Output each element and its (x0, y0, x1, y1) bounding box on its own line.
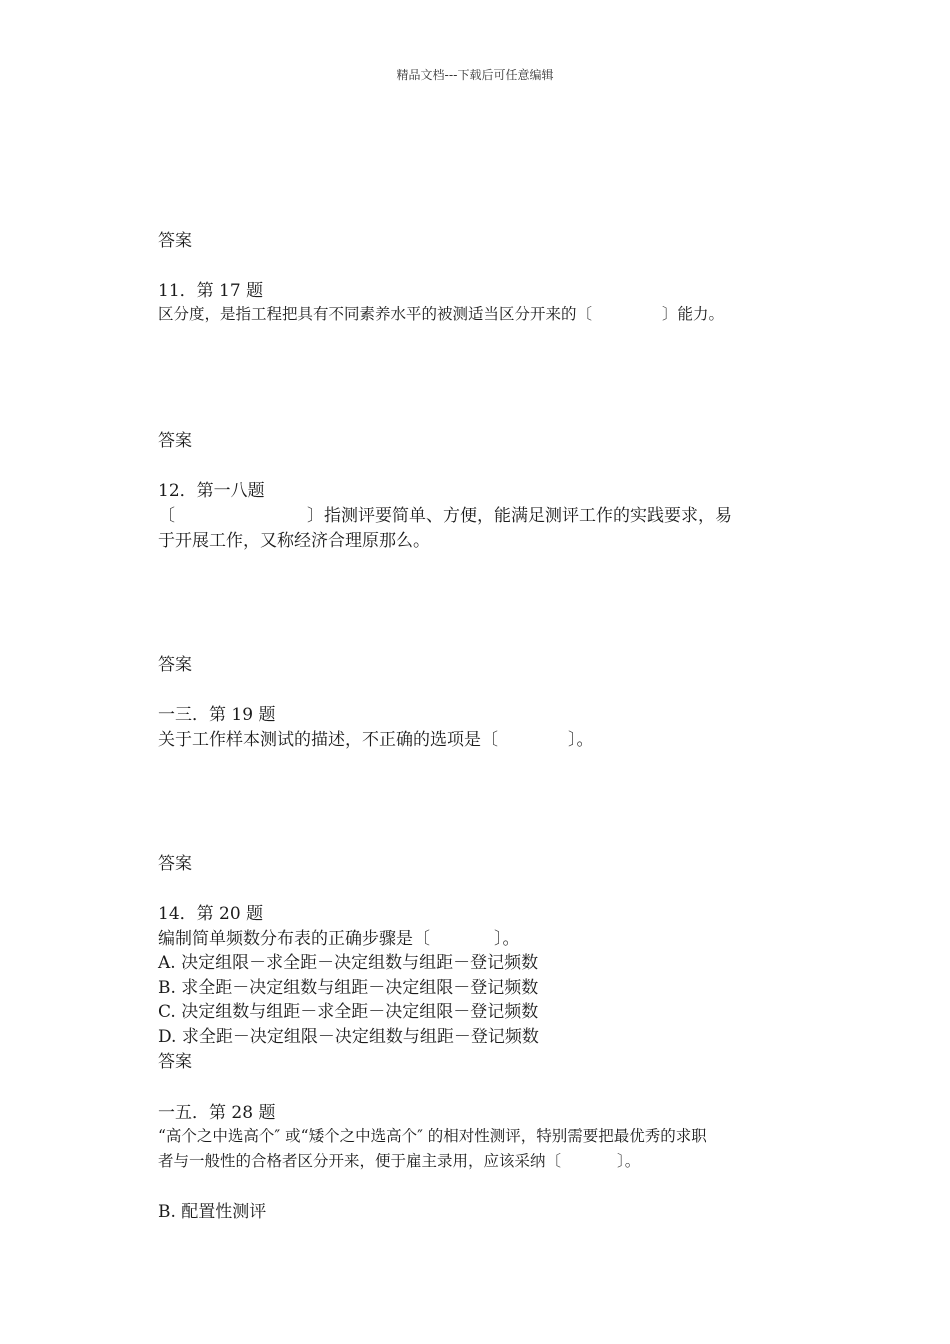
question-15-number: 一五．第 28 题 (158, 1103, 276, 1123)
question-14-option-c: C. 决定组数与组距－求全距－决定组限－登记频数 (158, 1002, 539, 1022)
question-12-text-line1: 〔 〕指测评要简单、方便，能满足测评工作的实践要求，易 (158, 506, 732, 526)
question-14-option-a: A. 决定组限－求全距－决定组数与组距－登记频数 (158, 953, 539, 973)
question-14-option-d: D. 求全距－决定组限－决定组数与组距－登记频数 (158, 1027, 539, 1047)
answer-label: 答案 (158, 655, 192, 675)
page-header: 精品文档---下载后可任意编辑 (396, 68, 554, 82)
question-11-number: 11．第 17 题 (158, 281, 264, 301)
answer-label: 答案 (158, 431, 192, 451)
question-15-text-line1: “高个之中选高个″ 或“矮个之中选高个″ 的相对性测评，特别需要把最优秀的求职 (158, 1127, 707, 1145)
answer-label: 答案 (158, 1052, 192, 1072)
question-13-number: 一三．第 19 题 (158, 705, 276, 725)
question-14-option-b: B. 求全距－决定组数与组距－决定组限－登记频数 (158, 978, 539, 998)
question-12-text-line2: 于开展工作，又称经济合理原那么。 (158, 531, 430, 551)
answer-label: 答案 (158, 854, 192, 874)
question-14-text: 编制简单频数分布表的正确步骤是〔 〕。 (158, 929, 520, 949)
question-14-number: 14．第 20 题 (158, 904, 264, 924)
question-11-text: 区分度，是指工程把具有不同素养水平的被测适当区分开来的〔 〕能力。 (158, 305, 725, 323)
question-15-text-line2: 者与一般性的合格者区分开来，便于雇主录用，应该采纳〔 〕。 (158, 1152, 641, 1170)
answer-label: 答案 (158, 231, 192, 251)
question-13-text: 关于工作样本测试的描述，不正确的选项是〔 〕。 (158, 730, 594, 750)
question-12-number: 12．第一八题 (158, 481, 265, 501)
question-15-answer: B. 配置性测评 (158, 1202, 267, 1222)
